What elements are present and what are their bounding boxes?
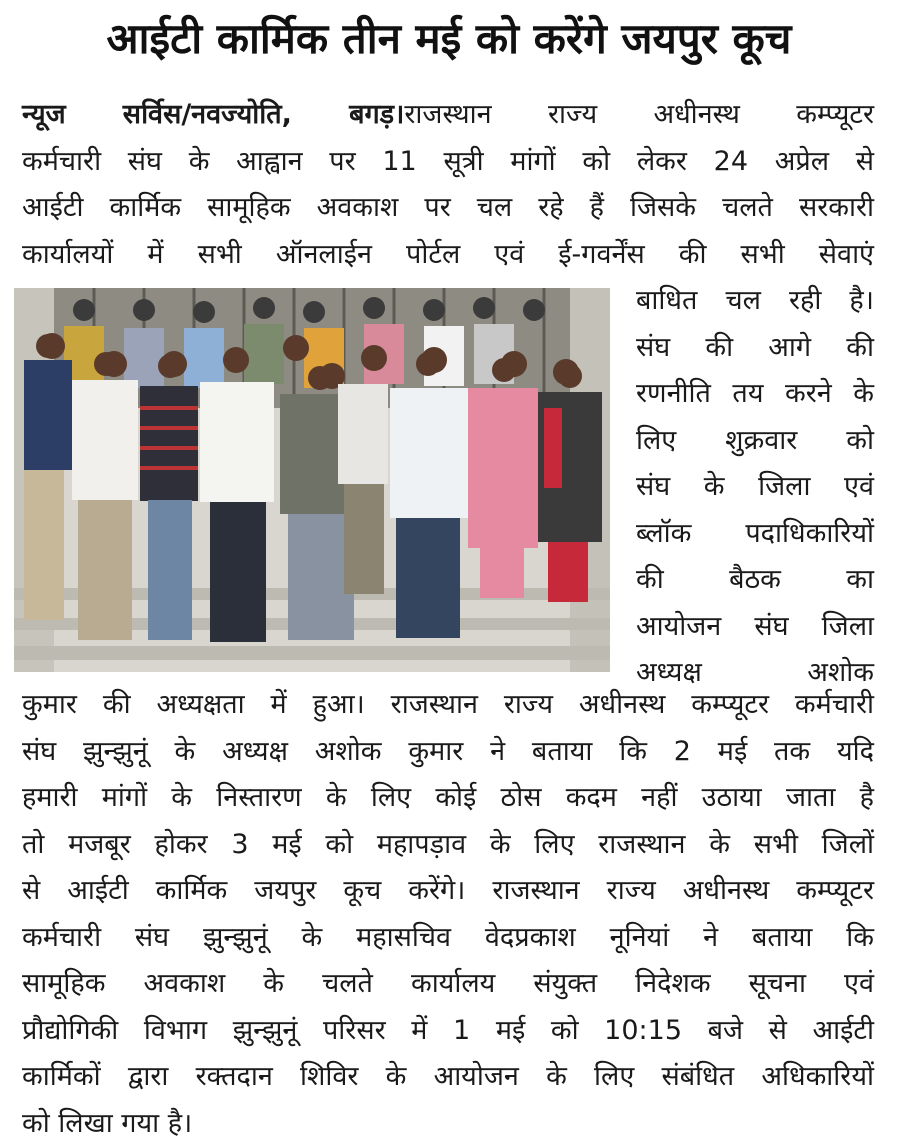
- article-line: आईटी कार्मिक सामूहिक अवकाश पर चल रहे हैं जिसके चलते सरकारी: [22, 185, 874, 232]
- article-line: कर्मचारी संघ के आह्वान पर 11 सूत्री मांगों को लेकर 24 अप्रेल से: [22, 139, 874, 186]
- article-line: [22, 92, 874, 139]
- article-line: कार्यालयों में सभी ऑनलाईन पोर्टल एवं ई-गवर्नेंस की सभी सेवाएं: [22, 232, 874, 279]
- article-line: अध्यक्ष अशोक: [636, 650, 874, 697]
- intro-text: राजस्थान राज्य अधीनस्थ कम्प्यूटर: [404, 99, 874, 130]
- article-body: [22, 682, 874, 1147]
- article-line: आयोजन संघ जिला: [636, 604, 874, 651]
- article-line: तो मजबूर होकर 3 मई को महापड़ाव के लिए राजस्थान के सभी जिलों: [22, 822, 874, 869]
- group-photo-image: [14, 288, 610, 672]
- article-line: की बैठक का: [636, 557, 874, 604]
- article-line: संघ के जिला एवं: [636, 464, 874, 511]
- article-line: कुमार की अध्यक्षता में हुआ। राजस्थान राज्य अधीनस्थ कम्प्यूटर कर्मचारी: [22, 682, 874, 729]
- article-line: प्रौद्योगिकी विभाग झुन्झुनूं परिसर में 1 मई को 10:15 बजे से आईटी: [22, 1008, 874, 1055]
- article-line: बाधित चल रही है।: [636, 278, 874, 325]
- article-side-column: [636, 278, 874, 697]
- group-photo: [14, 288, 610, 672]
- article-line: को लिखा गया है।: [22, 1101, 874, 1147]
- article-line: संघ झुन्झुनूं के अध्यक्ष अशोक कुमार ने बताया कि 2 मई तक यदि: [22, 729, 874, 776]
- byline: न्यूज सर्विस/नवज्योति, बगड़।: [22, 99, 404, 130]
- article-line: संघ की आगे की: [636, 325, 874, 372]
- headline: आईटी कार्मिक तीन मई को करेंगे जयपुर कूच: [14, 6, 884, 72]
- article-line: रणनीति तय करने के: [636, 371, 874, 418]
- article-line: लिए शुक्रवार को: [636, 418, 874, 465]
- article-line: से आईटी कार्मिक जयपुर कूच करेंगे। राजस्थान राज्य अधीनस्थ कम्प्यूटर: [22, 868, 874, 915]
- article-line: ब्लॉक पदाधिकारियों: [636, 511, 874, 558]
- article-line: कार्मिकों द्वारा रक्तदान शिविर के आयोजन के लिए संबंधित अधिकारियों: [22, 1054, 874, 1101]
- article-line: कर्मचारी संघ झुन्झुनूं के महासचिव वेदप्रकाश नूनियां ने बताया कि: [22, 915, 874, 962]
- article-line: सामूहिक अवकाश के चलते कार्यालय संयुक्त निदेशक सूचना एवं: [22, 961, 874, 1008]
- article-line: हमारी मांगों के निस्तारण के लिए कोई ठोस कदम नहीं उठाया जाता है: [22, 775, 874, 822]
- article-intro: [22, 92, 874, 278]
